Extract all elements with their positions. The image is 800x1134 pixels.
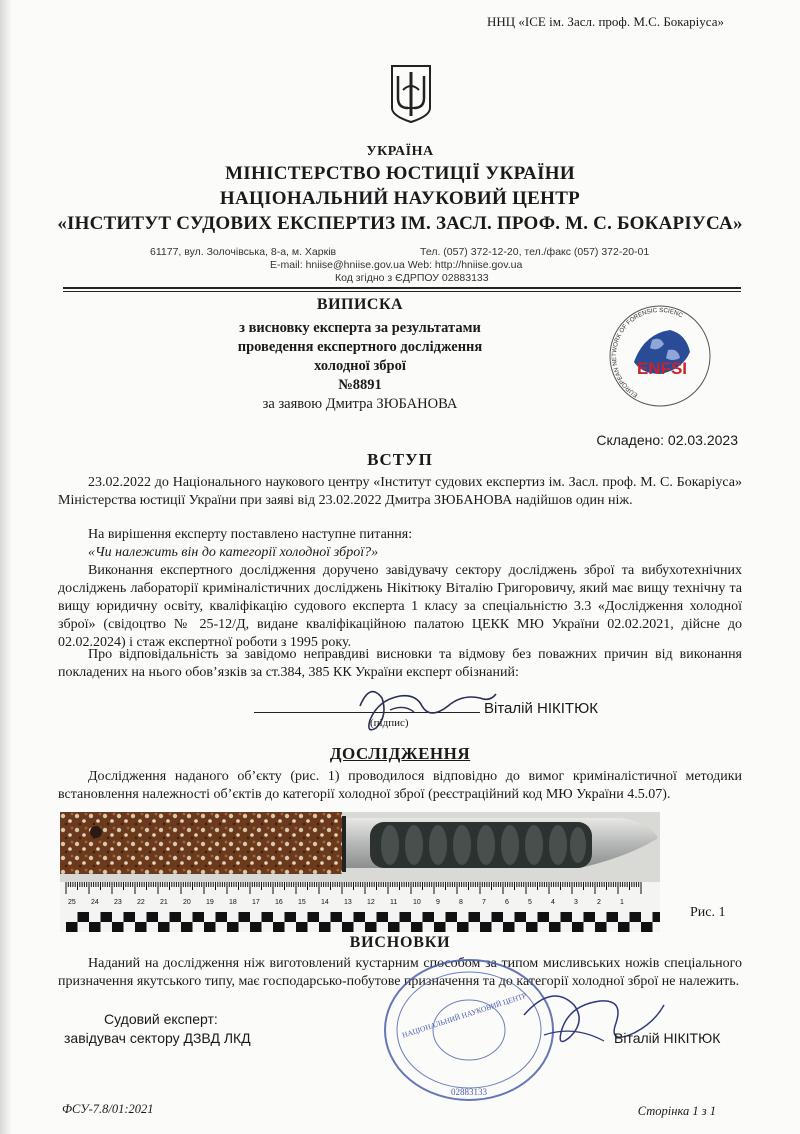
ruler-checker-square [66, 922, 78, 932]
ruler-checker-square [112, 922, 124, 932]
ruler-checker-square [411, 922, 423, 932]
center-title: НАЦІОНАЛЬНИЙ НАУКОВИЙ ЦЕНТР [219, 188, 581, 209]
research-heading: ДОСЛІДЖЕННЯ [329, 744, 471, 763]
ruler-checker-square [388, 922, 400, 932]
ruler-number: 3 [574, 899, 578, 906]
title-line-3: холодної зброї [314, 358, 406, 374]
ruler-checker-square [193, 912, 205, 922]
composed-date: Складено: 02.03.2023 [596, 432, 738, 448]
ruler-checker-square [653, 912, 661, 922]
handwritten-signature [330, 676, 500, 736]
ruler-number: 21 [160, 899, 168, 906]
ruler-checker-square [446, 912, 458, 922]
edrpou-code: Код згідно з ЄДРПОУ 02883133 [335, 272, 489, 284]
ruler-number: 12 [367, 899, 375, 906]
ruler-number: 5 [528, 899, 532, 906]
title-line-2: проведення експертного дослідження [237, 339, 483, 355]
ruler-checker-square [319, 922, 331, 932]
ruler-checker-square [331, 912, 343, 922]
intro-paragraph-4: Про відповідальність за завідомо неправдиві висновки та відмову без поважних причин від виконання покладених на нього обов’язків за ст.384, 385 КК України експерт обізнаний: [58, 647, 742, 680]
ruler-checker-square [181, 922, 193, 932]
enfsi-label: ENFSI [636, 359, 688, 378]
ruler-checker-square [515, 912, 527, 922]
ministry-title: МІНІСТЕРСТВО ЮСТИЦІЇ УКРАЇНИ [225, 163, 575, 184]
ruler-number: 7 [482, 899, 486, 906]
conclusions-paragraph: Наданий на дослідження ніж виготовлений кустарним способом за типом мисливських ножів спеціального призначення якутського типу, має господарсько-побутове призначення та до категорії холодної зброї не належить. [58, 956, 742, 989]
ruler-checker-square [101, 912, 113, 922]
ruler-checker-square [78, 912, 90, 922]
ruler-checker-square [296, 922, 308, 932]
ruler-number: 18 [229, 899, 237, 906]
ruler-number: 2 [597, 899, 601, 906]
ruler-checker-square [492, 912, 504, 922]
email-web: E-mail: hniise@hniise.gov.ua Web: http://hniise.gov.ua [270, 259, 523, 271]
enfsi-ring-text: EUROPEAN NETWORK OF FORENSIC SCIENCE [610, 306, 684, 399]
ruler-checker-square [423, 912, 435, 922]
page-counter: Сторінка 1 з 1 [637, 1104, 716, 1118]
ruler-number: 13 [344, 899, 352, 906]
intro-paragraph-3: Виконання експертного дослідження доручено завідувачу сектору досліджень зброї та вибухотехнічних досліджень лабораторії криміналістичних досліджень Нікітюку Віталію Григоровичу, який має вищу технічну та вищу юридичну освіту, кваліфікацію судового експерта 1 класу за спеціальністю 3.3 «Дослідження холодної зброї» (свідоцтво № 25-12/Д, видане кваліфікаційною палатою ЦЕКК МЮ України 02.02.2021, дійсне до 02.02.2024) і стаж експертної роботи з 1995 року. [58, 563, 742, 650]
ruler-checker-square [227, 922, 239, 932]
ruler-checker-square [457, 922, 469, 932]
signature-caption: (підпис) [370, 717, 409, 729]
ruler-number: 16 [275, 899, 283, 906]
ruler-number: 6 [505, 899, 509, 906]
ruler-checker-square [503, 922, 515, 932]
ruler-number: 11 [390, 899, 398, 906]
ruler-checker-square [285, 912, 297, 922]
conclusions-heading: ВИСНОВКИ [349, 934, 451, 951]
figure-label: Рис. 1 [690, 905, 726, 920]
ruler-checker-square [538, 912, 550, 922]
ruler-number: 17 [252, 899, 260, 906]
ruler-checker-square [354, 912, 366, 922]
ruler-number: 25 [68, 899, 76, 906]
phones: Тел. (057) 372-12-20, тел./факс (057) 372-20-01 [420, 246, 650, 258]
ruler-number: 24 [91, 899, 99, 906]
expert-name: Віталій НІКІТЮК [614, 1030, 721, 1046]
header-divider [63, 287, 741, 292]
expert-position: завідувач сектору ДЗВД ЛКД [64, 1030, 251, 1046]
ruler-checker-square [158, 922, 170, 932]
ruler-checker-square [216, 912, 228, 922]
ruler-checker-square [469, 912, 481, 922]
ruler-number: 22 [137, 899, 145, 906]
ruler-number: 23 [114, 899, 122, 906]
ruler-checker-square [630, 912, 642, 922]
ruler-checker-square [618, 922, 630, 932]
intro-heading: ВСТУП [367, 450, 433, 469]
document-title: ВИПИСКА [316, 296, 404, 313]
ruler-number: 1 [620, 899, 624, 906]
ruler-number: 10 [413, 899, 421, 906]
ruler-checker-square [607, 912, 619, 922]
ruler-number: 4 [551, 899, 555, 906]
ruler-checker-square [480, 922, 492, 932]
intro-question: «Чи належить він до категорії холодної зброї?» [88, 545, 379, 560]
expert-signature [504, 975, 674, 1065]
trident-icon [388, 62, 434, 124]
ruler-checker-square [239, 912, 251, 922]
ruler-checker-square [204, 922, 216, 932]
ruler-number: 14 [321, 899, 329, 906]
ruler-checker-square [308, 912, 320, 922]
institute-title: «ІНСТИТУТ СУДОВИХ ЕКСПЕРТИЗ ІМ. ЗАСЛ. ПРОФ. М. С. БОКАРІУСА» [57, 213, 743, 234]
address: 61177, вул. Золочівська, 8-а, м. Харків [150, 246, 337, 258]
ruler-checker-square [561, 912, 573, 922]
ruler-checker-square [526, 922, 538, 932]
ruler-checker-square [342, 922, 354, 932]
knife-photo [60, 812, 660, 932]
expert-title: Судовий експерт: [104, 1011, 218, 1027]
signer-name: Віталій НІКІТЮК [484, 700, 598, 717]
ruler-checker-square [262, 912, 274, 922]
enfsi-logo-icon [604, 300, 716, 412]
title-line-1: з висновку експерта за результатами [239, 320, 481, 336]
ruler-checker-square [147, 912, 159, 922]
ruler-checker-square [89, 922, 101, 932]
ruler-checker-square [641, 922, 653, 932]
intro-paragraph-1: 23.02.2022 до Національного наукового центру «Інститут судових експертиз ім. Засл. проф. М. С. Бокаріуса» Міністерства юстиції України при заяві від 23.02.2022 Дмитра ЗЮБАНОВА надійшов один ніж. [58, 475, 742, 508]
intro-paragraph-2: На вирішення експерту поставлено наступне питання: [88, 527, 413, 542]
research-paragraph: Дослідження наданого об’єкту (рис. 1) проводилося відповідно до вимог криміналістичної методики встановлення належності об’єктів до категорії холодної зброї (реєстраційний код МЮ України 4.5.07). [58, 769, 742, 802]
ruler-checker-square [135, 922, 147, 932]
ruler-number: 8 [459, 899, 463, 906]
ruler-checker-square [549, 922, 561, 932]
ruler-number: 15 [298, 899, 306, 906]
ruler-checker-square [365, 922, 377, 932]
ruler-checker-square [595, 922, 607, 932]
document-number: №8891 [338, 377, 382, 393]
ruler-checker-square [250, 922, 262, 932]
ruler-checker-square [124, 912, 136, 922]
ruler-checker-square [584, 912, 596, 922]
ruler-checker-square [400, 912, 412, 922]
ruler-number: 9 [436, 899, 440, 906]
form-code: ФСУ-7.8/01:2021 [62, 1102, 154, 1116]
country-title: УКРАЇНА [366, 144, 434, 159]
stamp-code: 02883133 [451, 1087, 487, 1097]
ruler-checker-square [273, 922, 285, 932]
applicant-line: за заявою Дмитра ЗЮБАНОВА [262, 396, 458, 412]
stamp-text: НАЦІОНАЛЬНИЙ НАУКОВИЙ ЦЕНТР [400, 990, 528, 1040]
ruler-number: 19 [206, 899, 214, 906]
ruler-checker-square [170, 912, 182, 922]
ruler-checker-square [572, 922, 584, 932]
header-org-abbrev: ННЦ «ІСЕ ім. Засл. проф. М.С. Бокаріуса» [486, 14, 724, 29]
ruler-checker-square [377, 912, 389, 922]
ruler-number: 20 [183, 899, 191, 906]
ruler-checker-square [434, 922, 446, 932]
